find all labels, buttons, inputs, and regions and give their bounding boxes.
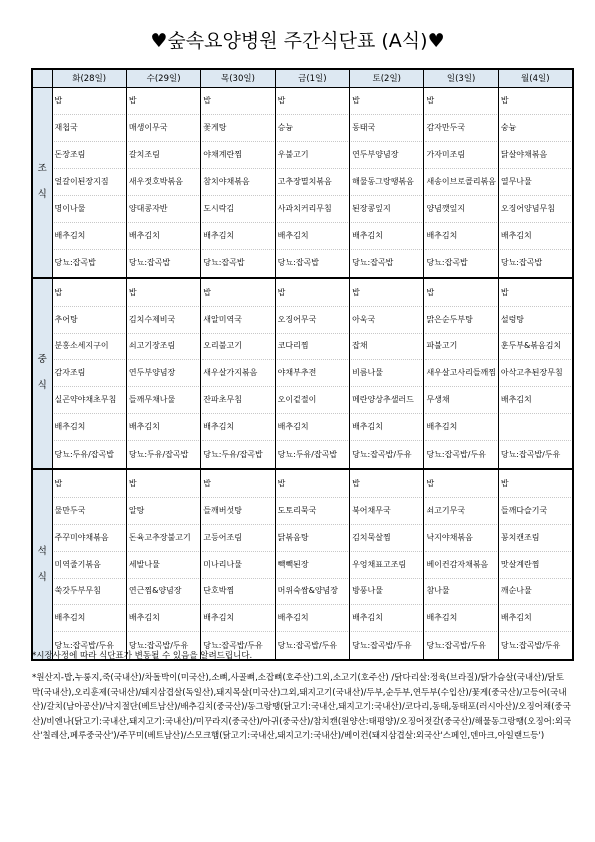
menu-item: 밥: [54, 471, 125, 498]
menu-item: 세발나물: [128, 552, 199, 579]
menu-item: 명이나물: [54, 196, 125, 223]
header-corner: [32, 69, 52, 87]
menu-item: 배추김치: [277, 223, 348, 250]
day-header: 목(30일): [201, 69, 275, 87]
menu-item: 갈치조림: [128, 142, 199, 169]
menu-item: 메란양상추샐러드: [351, 387, 422, 414]
menu-item: 새알미역국: [202, 307, 273, 334]
menu-item: 당뇨:잡곡밥/두유: [500, 640, 561, 650]
menu-item: 배추김치: [128, 605, 199, 632]
menu-item: 닭볶음탕: [277, 525, 348, 552]
menu-item: 당뇨:잡곡밥/두유: [352, 449, 412, 459]
menu-item: 배추김치: [351, 414, 422, 441]
menu-item: 배추김치: [277, 414, 348, 441]
menu-item: 아욱국: [351, 307, 422, 334]
meal-label-char: 중: [37, 354, 47, 366]
day-menu-cell: [275, 278, 349, 469]
meal-row: [32, 87, 573, 278]
menu-item: 훈두부&볶음김치: [500, 334, 571, 361]
menu-item: 깨순나물: [500, 579, 571, 606]
menu-item: 밥: [277, 89, 348, 116]
menu-item: 아삭고추된장무침: [500, 360, 571, 387]
menu-item: 당뇨:잡곡밥/두유: [54, 640, 114, 650]
day-menu-cell: [52, 87, 126, 278]
menu-item: 우엉채표고조림: [351, 552, 422, 579]
day-menu-cell: [350, 469, 424, 660]
menu-item: 밥: [277, 280, 348, 307]
menu-item: 된장콩잎지: [351, 196, 422, 223]
menu-item: 비름나물: [351, 360, 422, 387]
menu-item: 오징어무국: [277, 307, 348, 334]
menu-item: 밥: [351, 89, 422, 116]
menu-item: 잡채: [351, 334, 422, 361]
day-menu-cell: [201, 278, 275, 469]
menu-item: 물만두국: [54, 498, 125, 525]
menu-item: 당뇨:잡곡밥/두유: [277, 640, 338, 650]
day-menu-cell: [424, 278, 498, 469]
menu-item: 밥: [351, 280, 422, 307]
day-menu-cell: [275, 87, 349, 278]
menu-item: 승늉: [277, 115, 348, 142]
menu-item: 당뇨:두유/잡곡밥: [54, 449, 114, 459]
menu-item: 배추김치: [54, 605, 125, 632]
menu-item: 연근찜&양념장: [128, 579, 199, 606]
menu-item: 당뇨:잡곡밥/두유: [203, 640, 263, 650]
menu-item: 배추김치: [202, 605, 273, 632]
change-notice: *시장사정에 따라 식단표가 변동될 수 있음을 알려드립니다.: [32, 651, 253, 661]
menu-item: 들깨버섯탕: [202, 498, 273, 525]
day-menu-cell: [424, 87, 498, 278]
menu-item: 양념깻잎지: [425, 196, 496, 223]
menu-item: 배추김치: [425, 414, 496, 441]
menu-item: 배추김치: [500, 387, 571, 414]
menu-item: [500, 414, 571, 441]
menu-item: 참치야채볶음: [202, 169, 273, 196]
menu-item: 머위숙쌈&양념장: [277, 579, 348, 606]
menu-item: 열무나물: [500, 169, 571, 196]
menu-item: 배추김치: [277, 605, 348, 632]
menu-item: 쇠고기장조림: [128, 334, 199, 361]
menu-item: 밥: [500, 471, 571, 498]
menu-item: 실곤약야채초무침: [54, 387, 125, 414]
menu-item: 꽃게탕: [202, 115, 273, 142]
menu-item: 밥: [277, 471, 348, 498]
meal-label: [32, 469, 52, 660]
menu-item: 야채계란찜: [202, 142, 273, 169]
meal-row: [32, 278, 573, 469]
meal-label: [32, 278, 52, 469]
menu-item: 배추김치: [128, 414, 199, 441]
menu-item: 당뇨:잡곡밥/두유: [128, 640, 189, 650]
menu-item: 당뇨:잡곡밥: [203, 258, 245, 268]
menu-item: 참나물: [425, 579, 496, 606]
menu-item: 당뇨:잡곡밥: [277, 258, 320, 268]
menu-item: 오리불고기: [202, 334, 273, 361]
menu-item: 당뇨:잡곡밥/두유: [500, 449, 561, 459]
menu-item: 분홍소세지구이: [54, 334, 125, 361]
day-header: 금(1일): [275, 69, 349, 87]
menu-item: 연두부양념장: [128, 360, 199, 387]
day-header: 화(28일): [52, 69, 126, 87]
menu-item: 밥: [54, 89, 125, 116]
menu-item: 가자미조림: [425, 142, 496, 169]
meal-label-char: 조: [37, 163, 47, 175]
menu-item: 밥: [128, 89, 199, 116]
menu-item: 당뇨:잡곡밥: [54, 258, 96, 268]
menu-item: 당뇨:잡곡밥: [500, 258, 543, 268]
menu-item: 새우살고사리들깨찜: [425, 360, 496, 387]
menu-item: 배추김치: [425, 605, 496, 632]
meal-label-char: 석: [37, 545, 47, 557]
menu-item: 새송이브로콜리볶음: [425, 169, 496, 196]
menu-item: 주꾸미야채볶음: [54, 525, 125, 552]
weekly-menu-table: [31, 68, 574, 661]
menu-item: 미역줄기볶음: [54, 552, 125, 579]
menu-item: 연두부양념장: [351, 142, 422, 169]
menu-item: 김치묵살찜: [351, 525, 422, 552]
meal-label-char: 식: [37, 571, 47, 583]
menu-item: 배추김치: [128, 223, 199, 250]
day-header-row: [32, 69, 573, 87]
menu-item: 맑은순두부탕: [425, 307, 496, 334]
menu-item: 밥: [425, 471, 496, 498]
menu-item: 파불고기: [425, 334, 496, 361]
menu-item: 얼갈이된장지짐: [54, 169, 125, 196]
menu-item: 사과치커리무침: [277, 196, 348, 223]
day-menu-cell: [201, 87, 275, 278]
menu-item: 빽빽된장: [277, 552, 348, 579]
menu-item: 코다리찜: [277, 334, 348, 361]
day-menu-cell: [350, 278, 424, 469]
menu-item: 밥: [202, 89, 273, 116]
day-menu-cell: [52, 278, 126, 469]
menu-item: 베이컨감자채볶음: [425, 552, 496, 579]
menu-item: 꽁치캔조림: [500, 525, 571, 552]
day-menu-cell: [498, 278, 572, 469]
menu-item: 밥: [128, 280, 199, 307]
menu-item: 밥: [500, 280, 571, 307]
menu-item: 밥: [351, 471, 422, 498]
menu-item: 당뇨:잡곡밥: [352, 258, 394, 268]
menu-item: 당뇨:잡곡밥/두유: [352, 640, 412, 650]
menu-item: 새우젓호박볶음: [128, 169, 199, 196]
menu-item: 감자조림: [54, 360, 125, 387]
menu-item: 당뇨:두유/잡곡밥: [203, 449, 263, 459]
menu-item: 당뇨:두유/잡곡밥: [277, 449, 338, 459]
menu-item: 쑥갓두부무침: [54, 579, 125, 606]
day-menu-cell: [424, 469, 498, 660]
menu-item: 도토리묵국: [277, 498, 348, 525]
menu-item: 돈장조림: [54, 142, 125, 169]
menu-item: 오이겉절이: [277, 387, 348, 414]
menu-item: 고등어조림: [202, 525, 273, 552]
menu-item: 잔파초무침: [202, 387, 273, 414]
menu-item: 맛살계란찜: [500, 552, 571, 579]
menu-item: 야채부추전: [277, 360, 348, 387]
menu-item: 단호박찜: [202, 579, 273, 606]
menu-item: 추어탕: [54, 307, 125, 334]
day-menu-cell: [350, 87, 424, 278]
origin-info: *원산지-밥,누룽지,죽(국내산)/차돌박이(미국산),소뼈,사골뼈,소잡뼈(호주산)그외,소고기(호주산) /닭다리살:정육(브라질)/닭가슴살(국내산)/닭토막(국내산),오리훈제(국내산)/돼지삼겹살(독일산),돼지목살(미국산)그외,돼지고기(국내산)/두부,순두부,연두부(수입산)/꽃게(중국산)/고등어(국내산)/갈치(남아공산)/낙지절단(베트남산)/배추김치(중국산)/동그랑땡(닭고기:국내산,돼지고기:국내산)/코다리,동태,동태포(러시아산)/오징어채(중국산)/비엔나(닭고기:국내산,돼지고기:국내산)/미꾸라지(중국산)/아귀(중국산)/참치캔(원양산:태평양)/오징어젓갈(중국산)/해물동그랑땡(오징어:외국산'칠레산,페루중국산')/주꾸미(베트남산)/스모크햄(닭고기:국내산,돼지고기:국내산)/베이컨(돼지삼겹살:외국산'스페인,덴마크,아일랜드등'): [32, 673, 572, 741]
menu-item: 들깨무채나물: [128, 387, 199, 414]
day-menu-cell: [498, 87, 572, 278]
menu-item: 오징어양념무침: [500, 196, 571, 223]
day-menu-cell: [126, 278, 200, 469]
menu-item: 배추김치: [500, 605, 571, 632]
meal-label-char: 식: [37, 189, 47, 201]
menu-item: 숭늉: [500, 115, 571, 142]
menu-item: 쇠고기무국: [425, 498, 496, 525]
menu-item: 설렁탕: [500, 307, 571, 334]
menu-item: 매생이무국: [128, 115, 199, 142]
menu-item: 방풍나물: [351, 579, 422, 606]
menu-item: 당뇨:잡곡밥/두유: [426, 640, 486, 650]
day-header: 토(2일): [350, 69, 424, 87]
menu-item: 밥: [425, 280, 496, 307]
menu-item: 해물동그랑땡볶음: [351, 169, 422, 196]
menu-item: 미나리나물: [202, 552, 273, 579]
menu-item: 감자만두국: [425, 115, 496, 142]
menu-item: 새우살가지볶음: [202, 360, 273, 387]
meal-label: [32, 87, 52, 278]
menu-item: 배추김치: [54, 223, 125, 250]
day-menu-cell: [275, 469, 349, 660]
menu-item: 돈육고추장불고기: [128, 525, 199, 552]
menu-item: 배추김치: [202, 414, 273, 441]
menu-item: 북어채무국: [351, 498, 422, 525]
day-menu-cell: [201, 469, 275, 660]
meal-row: [32, 469, 573, 660]
menu-item: 재첩국: [54, 115, 125, 142]
menu-item: 닭살야채볶음: [500, 142, 571, 169]
day-header: 월(4일): [498, 69, 572, 87]
menu-item: 양대콩자반: [128, 196, 199, 223]
menu-item: 알탕: [128, 498, 199, 525]
menu-item: 밥: [54, 280, 125, 307]
page-title: ♥숲속요양병원 주간식단표 (A식)♥: [150, 30, 445, 52]
menu-item: 당뇨:잡곡밥/두유: [426, 449, 486, 459]
menu-item: 밥: [128, 471, 199, 498]
menu-item: 배추김치: [351, 223, 422, 250]
menu-item: 배추김치: [202, 223, 273, 250]
menu-item: 배추김치: [500, 223, 571, 250]
menu-item: 배추김치: [425, 223, 496, 250]
day-menu-cell: [52, 469, 126, 660]
menu-item: 당뇨:잡곡밥: [426, 258, 468, 268]
meal-label-char: 식: [37, 380, 47, 392]
menu-item: 낙지야채볶음: [425, 525, 496, 552]
day-menu-cell: [126, 469, 200, 660]
menu-item: 밥: [202, 471, 273, 498]
menu-item: 들깨다슬기국: [500, 498, 571, 525]
menu-item: 김치수제비국: [128, 307, 199, 334]
day-menu-cell: [498, 469, 572, 660]
menu-item: 동태국: [351, 115, 422, 142]
menu-item: 배추김치: [54, 414, 125, 441]
menu-item: 무생채: [425, 387, 496, 414]
menu-item: 밥: [202, 280, 273, 307]
day-menu-cell: [126, 87, 200, 278]
menu-item: 도시락김: [202, 196, 273, 223]
menu-item: 당뇨:잡곡밥: [128, 258, 171, 268]
menu-item: 배추김치: [351, 605, 422, 632]
menu-item: 우불고기: [277, 142, 348, 169]
day-header: 일(3일): [424, 69, 498, 87]
menu-item: 밥: [425, 89, 496, 116]
day-header: 수(29일): [126, 69, 200, 87]
menu-item: 고추장멸치볶음: [277, 169, 348, 196]
menu-item: 당뇨:두유/잡곡밥: [128, 449, 189, 459]
menu-item: 밥: [500, 89, 571, 116]
